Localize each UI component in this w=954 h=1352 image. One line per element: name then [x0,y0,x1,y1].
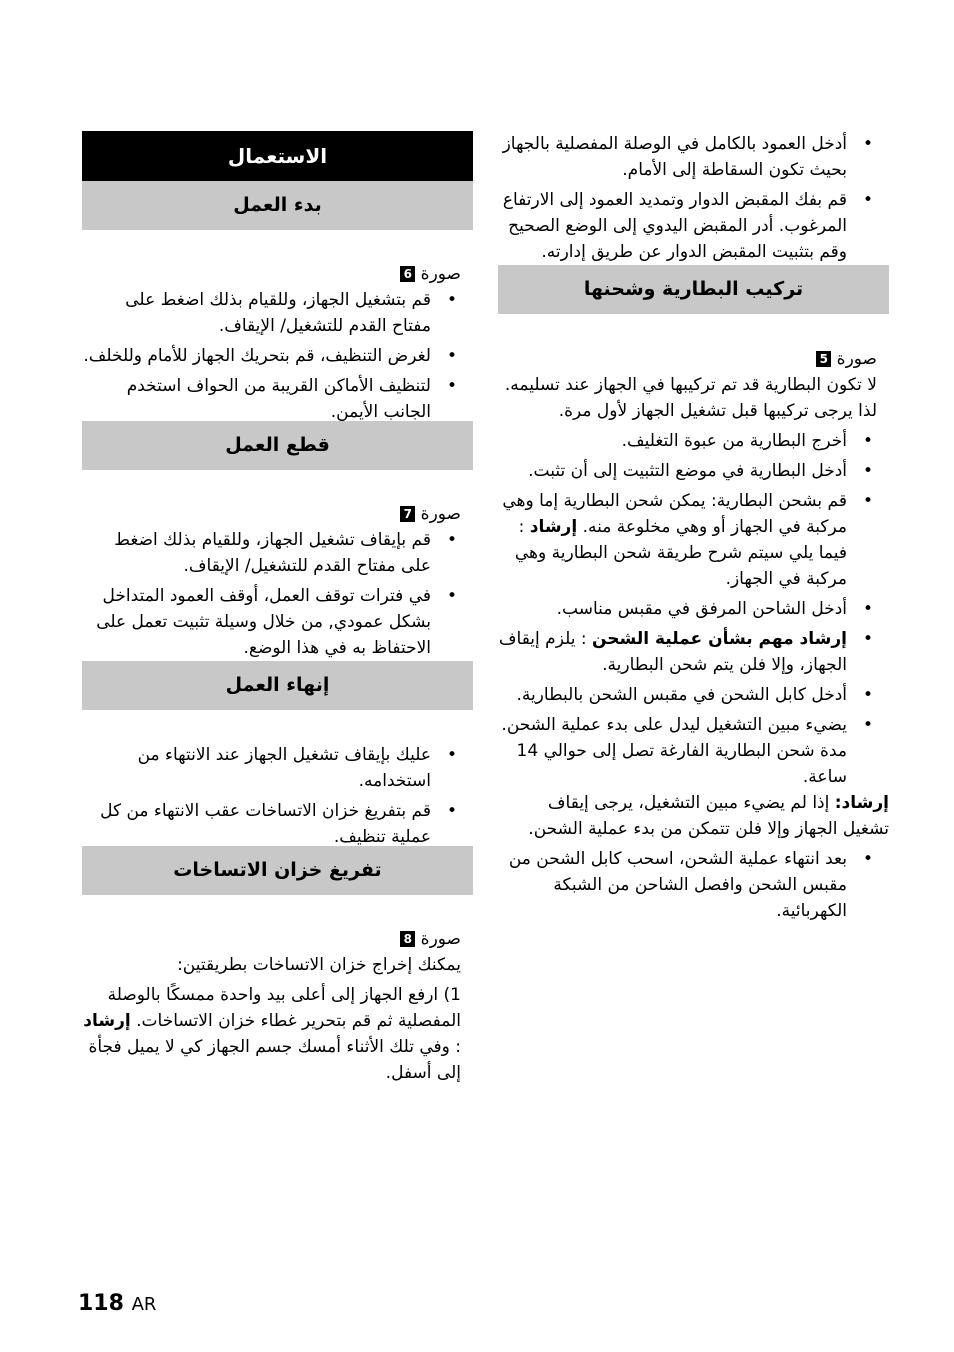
end-list [82,742,473,850]
figure-number: 6 [400,266,415,282]
empty-tank-intro: يمكنك إخراج خزان الاتساخات بطريقتين: [177,955,461,975]
start-section-header: بدء العمل [82,181,473,230]
list-item: • لغرض التنظيف، قم بتحريك الجهاز للأمام وللخلف. [82,343,473,369]
step-text: 1) ارفع الجهاز إلى أعلى بيد واحدة ممسكًا بالوصلة المفصلية ثم قم بتحرير غطاء خزان الاتساخات. [107,985,461,1031]
figure-number: 5 [816,351,831,367]
figure-reference [82,501,473,527]
end-section-header: إنهاء العمل [82,661,473,710]
list-item: • أخرج البطارية من عبوة التغليف. [498,428,889,454]
charge-note-text: : فيما يلي سيتم شرح طريقة شحن البطارية وهي مركبة في الجهاز. [514,517,847,589]
page-number: 118 [78,1291,124,1316]
list-item [498,488,889,592]
start-list [82,287,473,425]
figure-number: 8 [400,931,415,947]
stop-list [82,527,473,661]
figure-label: صورة [420,264,461,284]
step-note-text: : وفي تلك الأثناء أمسك جسم الجهاز كي لا يميل فجأة إلى أسفل. [88,1037,461,1083]
page-footer [78,1291,156,1316]
charge-text: قم بشحن البطارية: يمكن شحن البطارية إما وهي مركبة في الجهاز أو وهي مخلوعة منه. [502,491,847,537]
end-charge-list [498,846,889,924]
operation-header: الاستعمال [82,131,473,181]
note-paragraph [498,790,889,842]
list-item: • أدخل كابل الشحن في مقبس الشحن بالبطارية. [498,682,889,708]
list-item: • قم بتفريغ خزان الاتساخات عقب الانتهاء من كل عملية تنظيف. [82,798,473,850]
note-label: إرشاد: [834,793,889,813]
note-label: إرشاد [529,517,578,537]
figure-label: صورة [836,349,877,369]
empty-tank-section-header: تفريغ خزان الاتساخات [82,846,473,895]
note-text: إذا لم يضيء مبين التشغيل، يرجى إيقاف تشغيل الجهاز وإلا فلن تتمكن من بدء عملية الشحن. [528,793,889,839]
left-column [82,131,473,1086]
list-item: • أدخل البطارية في موضع التثبيت إلى أن تثبت. [498,458,889,484]
figure-number: 7 [400,506,415,522]
list-item: • يضيء مبين التشغيل ليدل على بدء عملية الشحن. مدة شحن البطارية الفارغة تصل إلى حوالي 14 ساعة. [498,712,889,790]
figure-label: صورة [420,504,461,524]
list-item: • أدخل العمود بالكامل في الوصلة المفصلية بالجهاز بحيث تكون السقاطة إلى الأمام. [498,131,889,183]
empty-tank-step [82,982,473,1086]
language-code: AR [131,1294,157,1315]
list-item: • لتنظيف الأماكن القريبة من الحواف استخدم الجانب الأيمن. [82,373,473,425]
list-item: • قم بفك المقبض الدوار وتمديد العمود إلى الارتفاع المرغوب. أدر المقبض اليدوي إلى الوضع الصحيح وقم بتثبيت المقبض الدوار عن طريق إدارته. [498,187,889,265]
list-item: • قم بتشغيل الجهاز، وللقيام بذلك اضغط على مفتاح القدم للتشغيل/ الإيقاف. [82,287,473,339]
note-label: إرشاد [83,1011,131,1031]
important-note-text: : يلزم إيقاف الجهاز، وإلا فلن يتم شحن البطارية. [498,629,847,675]
figure-label: صورة [420,929,461,949]
figure-reference [498,346,889,372]
battery-list [498,428,889,790]
stop-section-header: قطع العمل [82,421,473,470]
important-note-label: إرشاد مهم بشأن عملية الشحن [591,629,847,649]
assembly-list [498,131,889,265]
figure-reference [82,926,473,952]
list-item [498,626,889,678]
list-item: • أدخل الشاحن المرفق في مقبس مناسب. [498,596,889,622]
right-column [498,131,889,928]
list-item: • في فترات توقف العمل، أوقف العمود المتداخل بشكل عمودي, من خلال وسيلة تثبيت تعمل على الاحتفاظ به في هذا الوضع. [82,583,473,661]
list-item: • قم بإيقاف تشغيل الجهاز، وللقيام بذلك اضغط على مفتاح القدم للتشغيل/ الإيقاف. [82,527,473,579]
battery-section-header: تركيب البطارية وشحنها [498,265,889,314]
list-item: • عليك بإيقاف تشغيل الجهاز عند الانتهاء من استخدامه. [82,742,473,794]
battery-intro: لا تكون البطارية قد تم تركيبها في الجهاز عند تسليمه. لذا يرجى تركيبها قبل تشغيل الجهاز لأول مرة. [504,375,877,421]
figure-reference [82,261,473,287]
list-item: • بعد انتهاء عملية الشحن، اسحب كابل الشحن من مقبس الشحن وافصل الشاحن من الشبكة الكهربائية. [498,846,889,924]
